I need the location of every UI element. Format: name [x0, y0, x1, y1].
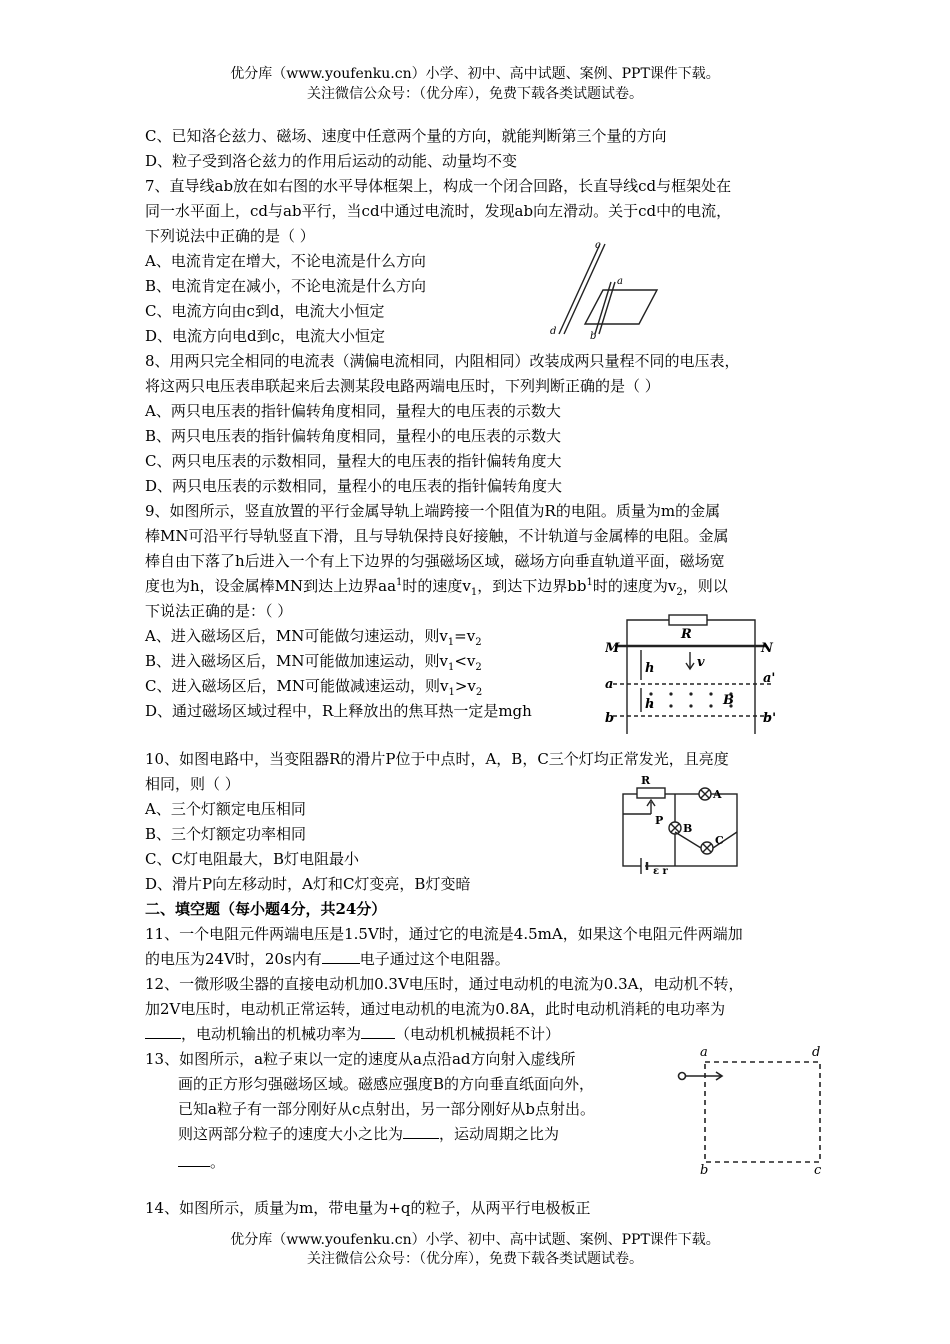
- label-emf: ε r: [653, 866, 668, 876]
- footer-line-2: 关注微信公众号：（优分库），免费下载各类试题试卷。: [307, 1251, 643, 1267]
- q9-figure-rails-field: [605, 606, 780, 734]
- q7-stem-line-1: 7、直导线ab放在如右图的水平导体框架上，构成一个闭合回路，长直导线cd与框架处在: [145, 177, 732, 195]
- q7-option-a: A、电流肯定在增大，不论电流是什么方向: [145, 252, 426, 270]
- top-wire-right: [707, 620, 755, 644]
- rheostat-r: [637, 788, 665, 798]
- section-2-title: 二、填空题（每小题4分，共24分）: [145, 900, 387, 918]
- q10-option-a: A、三个灯额定电压相同: [145, 800, 306, 818]
- label-b: b: [590, 331, 597, 340]
- q9-option-b: B、进入磁场区后，MN可能做加速运动，则$v_1<v_2$: [145, 652, 482, 673]
- q8-option-c: C、两只电压表的示数相同，量程大的电压表的指针偏转角度大: [145, 452, 562, 470]
- q13-stem-line-5: 。: [178, 1150, 225, 1174]
- q9-stem-line-2: 棒MN可沿平行导轨竖直下滑，且与导轨保持良好接触，不计轨道与金属棒的电阻。金属: [145, 527, 729, 545]
- label-lamp-a: A: [713, 788, 722, 801]
- q10-option-d: D、滑片P向左移动时，A灯和C灯变亮，B灯变暗: [145, 875, 471, 893]
- q12-stem-line-2: 加2V电压时，电动机正常运转，通过电动机的电流为0.8A，此时电动机消耗的电功率为: [145, 1000, 726, 1018]
- q12-stem-line-3: ，电动机输出的机械功率为 （电动机机械损耗不计）: [145, 1022, 560, 1046]
- footer-line-1: 优分库（www.youfenku.cn）小学、初中、高中试题、案例、PPT课件下载。: [230, 1232, 720, 1248]
- q8-stem-line-1: 8、用两只完全相同的电流表（满偏电流相同，内阻相同）改装成两只量程不同的电压表，: [145, 352, 740, 370]
- label-m: M: [605, 641, 620, 656]
- label-b-prime: b': [763, 711, 777, 726]
- q8-option-a: A、两只电压表的指针偏转角度相同，量程大的电压表的示数大: [145, 402, 561, 420]
- label-h-2: h: [645, 697, 655, 712]
- label-lamp-c: C: [715, 834, 724, 847]
- q13-answer-blank-1[interactable]: [403, 1123, 439, 1139]
- field-dots: [649, 692, 732, 707]
- label-c: c: [595, 240, 601, 251]
- q13-stem-line-3: 已知a粒子有一部分刚好从c点射出，另一部分刚好从b点射出。: [178, 1100, 595, 1118]
- label-b: b: [700, 1163, 709, 1174]
- q11-stem-line-2: 的电压为24V时，20s内有 电子通过这个电阻器。: [145, 950, 510, 968]
- conductor-frame: [585, 290, 657, 324]
- q8-option-d: D、两只电压表的示数相同，量程小的电压表的指针偏转角度大: [145, 477, 563, 495]
- particle-source: [679, 1073, 686, 1080]
- q10-stem-line-2: 相同，则（ ）: [145, 775, 240, 793]
- q7-stem-line-2: 同一水平面上，cd与ab平行，当cd中通过电流时，发现ab向左滑动。关于cd中的电流，: [145, 202, 732, 220]
- q9-stem-line-4: 度也为h，设金属棒MN到达上边界$aa^1$时的速度$v_1$，到达下边界$bb^1$时的速度为$v_2$，则以: [145, 577, 728, 598]
- q10-option-c: C、C灯电阻最大，B灯电阻最小: [145, 850, 359, 868]
- q7-option-c: C、电流方向由c到d，电流大小恒定: [145, 302, 385, 320]
- q10-figure-circuit: [615, 772, 745, 876]
- label-d: d: [812, 1045, 821, 1060]
- header-line-1: 优分库（www.youfenku.cn）小学、初中、高中试题、案例、PPT课件下载。: [230, 66, 720, 82]
- label-r: R: [681, 627, 692, 642]
- label-a: a: [700, 1045, 708, 1060]
- q14-stem-line-1: 14、如图所示，质量为m，带电量为+q的粒子，从两平行电极板正: [145, 1199, 591, 1217]
- label-p: P: [655, 814, 664, 827]
- q12-answer-blank-2[interactable]: [361, 1023, 395, 1039]
- q9-option-d: D、通过磁场区域过程中，R上释放出的焦耳热一定是mgh: [145, 702, 532, 720]
- q10-stem-line-1: 10、如图电路中，当变阻器R的滑片P位于中点时，A，B，C三个灯均正常发光，且亮度: [145, 750, 729, 768]
- q13-answer-blank-2[interactable]: [178, 1151, 210, 1167]
- q13-figure-square-field: [672, 1042, 832, 1174]
- square-field-region: [705, 1062, 820, 1162]
- label-h-1: h: [645, 661, 655, 676]
- label-lamp-b: B: [683, 822, 693, 835]
- q6-option-c: C、已知洛仑兹力、磁场、速度中任意两个量的方向，就能判断第三个量的方向: [145, 127, 667, 145]
- q7-option-b: B、电流肯定在减小，不论电流是什么方向: [145, 277, 427, 295]
- q13-stem-line-2: 画的正方形匀强磁场区域。磁感应强度B的方向垂直纸面向外，: [178, 1075, 595, 1093]
- label-c: c: [814, 1163, 822, 1174]
- q8-option-b: B、两只电压表的指针偏转角度相同，量程小的电压表的示数大: [145, 427, 562, 445]
- label-a: a: [617, 276, 623, 287]
- q13-stem-line-1: 13、如图所示，a粒子束以一定的速度从a点沿ad方向射入虚线所: [145, 1050, 576, 1068]
- q11-answer-blank[interactable]: [322, 948, 360, 964]
- top-wire-left: [627, 620, 669, 644]
- label-d: d: [550, 326, 557, 337]
- wire-cd-line-1: [559, 244, 600, 334]
- q10-option-b: B、三个灯额定功率相同: [145, 825, 307, 843]
- q7-option-d: D、电流方向电d到c，电流大小恒定: [145, 327, 386, 345]
- q9-option-c: C、进入磁场区后，MN可能做减速运动，则$v_1>v_2$: [145, 677, 483, 698]
- q11-stem-line-1: 11、一个电阻元件两端电压是1.5V时，通过它的电流是4.5mA，如果这个电阻元件两端加: [145, 925, 743, 943]
- q7-stem-line-3: 下列说法中正确的是（ ）: [145, 227, 315, 245]
- q9-option-a: A、进入磁场区后，MN可能做匀速运动，则$v_1=v_2$: [145, 627, 482, 648]
- q6-option-d: D、粒子受到洛仑兹力的作用后运动的动能、动量均不变: [145, 152, 518, 170]
- resistor-r: [669, 615, 707, 625]
- label-b: b: [605, 711, 615, 726]
- label-b-field: B: [723, 693, 734, 708]
- q9-stem-line-3: 棒自由下落了h后进入一个有上下边界的匀强磁场区域，磁场方向垂直轨道平面，磁场宽: [145, 552, 725, 570]
- header-line-2: 关注微信公众号：（优分库），免费下载各类试题试卷。: [307, 86, 643, 102]
- label-r: R: [641, 774, 651, 787]
- q13-stem-line-4: 则这两部分粒子的速度大小之比为 ，运动周期之比为: [178, 1125, 560, 1143]
- q12-stem-line-1: 12、一微形吸尘器的直接电动机加0.3V电压时，通过电动机的电流为0.3A，电动机不转，: [145, 975, 744, 993]
- q12-answer-blank-1[interactable]: [145, 1023, 181, 1039]
- label-n: N: [761, 641, 773, 656]
- q8-stem-line-2: 将这两只电压表串联起来后去测某段电路两端电压时，下列判断正确的是（ ）: [145, 377, 660, 395]
- label-v: v: [697, 655, 705, 670]
- label-a: a: [605, 677, 614, 692]
- q7-figure-wire-frame: [545, 238, 665, 340]
- q9-stem-line-1: 9、如图所示，竖直放置的平行金属导轨上端跨接一个阻值为R的电阻。质量为m的金属: [145, 502, 721, 520]
- label-a-prime: a': [763, 671, 776, 686]
- q9-stem-line-5: 下说法正确的是：（ ）: [145, 602, 293, 620]
